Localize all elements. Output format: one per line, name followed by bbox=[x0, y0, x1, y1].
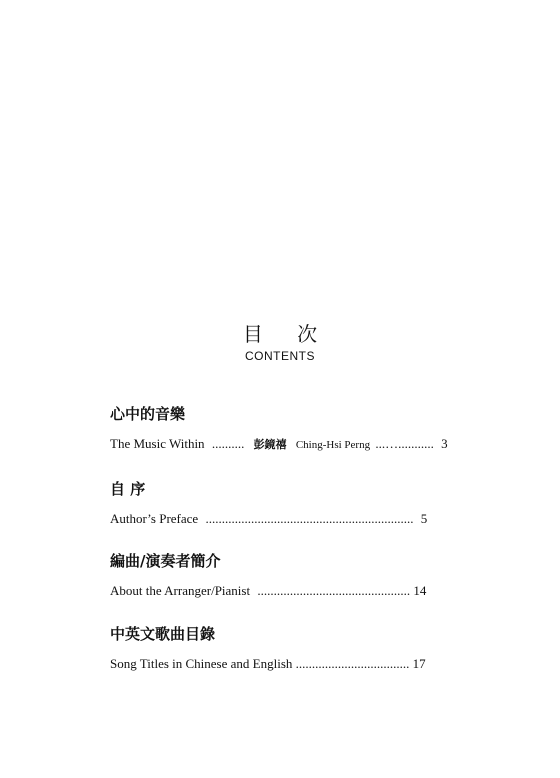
toc-author-english: Ching-Hsi Perng bbox=[295, 439, 371, 451]
toc-page-number: 5 bbox=[420, 511, 428, 526]
toc-heading: 編曲/演奏者簡介 bbox=[110, 552, 221, 570]
toc-title: About the Arranger/Pianist bbox=[110, 583, 251, 598]
toc-title: The Music Within bbox=[110, 436, 205, 451]
toc-entry-song-titles bbox=[110, 623, 455, 673]
toc-title: Song Titles in Chinese and English bbox=[110, 656, 293, 671]
toc-entry-music-within bbox=[110, 403, 455, 453]
toc-leader-dots: ...…........... bbox=[375, 436, 434, 451]
toc-line[interactable] bbox=[110, 435, 455, 453]
toc-page-number: 3 bbox=[441, 436, 448, 451]
toc-line[interactable] bbox=[110, 582, 455, 600]
toc-entry-preface bbox=[110, 478, 455, 528]
toc-leader-dots: .......... bbox=[211, 436, 245, 451]
toc-leader-dots: ................................... bbox=[295, 656, 410, 671]
toc-entry-arranger bbox=[110, 550, 455, 600]
contents-title-english: CONTENTS bbox=[245, 349, 315, 363]
toc-heading: 自 序 bbox=[110, 480, 146, 498]
toc-leader-dots: ................................................................ bbox=[205, 511, 414, 526]
toc-title: Author’s Preface bbox=[110, 511, 199, 526]
toc-page-number: 14 bbox=[413, 583, 427, 598]
toc-leader-dots: ............................................... bbox=[257, 583, 411, 598]
toc-heading: 心中的音樂 bbox=[110, 405, 186, 423]
contents-title-chinese: 目 次 bbox=[242, 322, 332, 346]
toc-author-chinese: 彭鏡禧 bbox=[253, 438, 287, 451]
toc-line[interactable] bbox=[110, 655, 455, 673]
toc-heading: 中英文歌曲目錄 bbox=[110, 625, 216, 643]
toc-line[interactable] bbox=[110, 510, 455, 528]
toc-page-number: 17 bbox=[412, 656, 426, 671]
